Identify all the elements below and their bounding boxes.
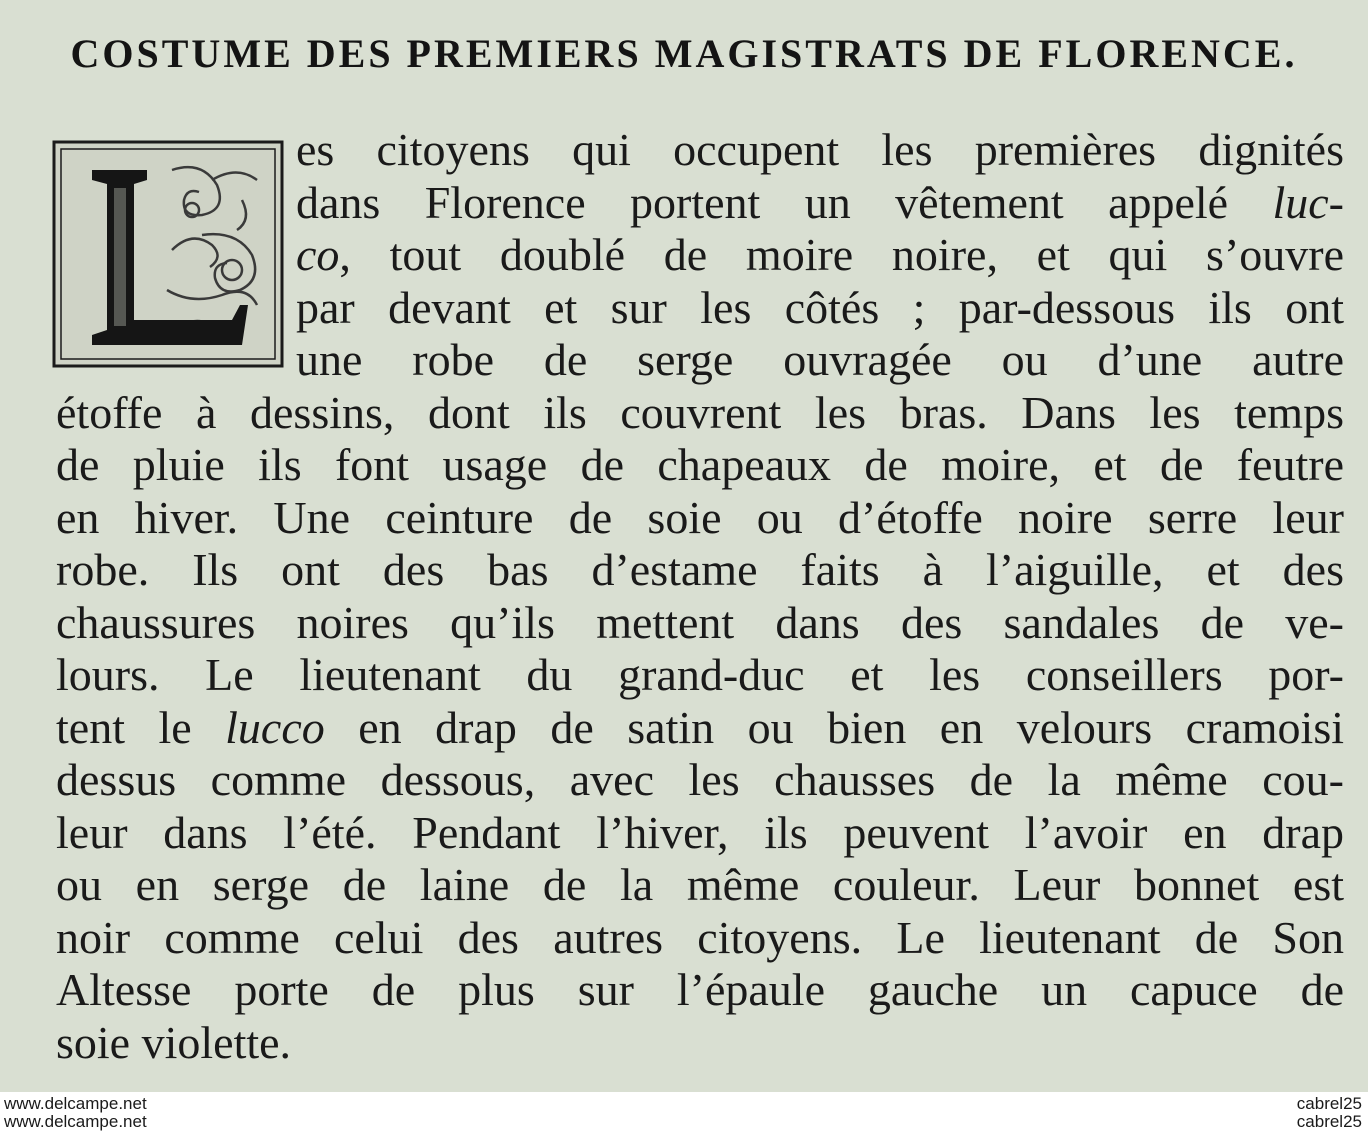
text-line	[56, 650, 1344, 700]
text-segment: de pluie ils font usage de chapeaux de moire, et de feutre	[56, 439, 1344, 490]
text-line	[56, 440, 1344, 490]
text-segment: , tout doublé de moire noire, et qui s’ouvre	[339, 229, 1344, 280]
text-segment: tent le	[56, 701, 226, 753]
text-line	[56, 808, 1344, 858]
watermark-right-line1: cabrel25	[1296, 1094, 1362, 1113]
text-line	[296, 178, 1344, 228]
text-line	[56, 545, 1344, 595]
text-segment: noir comme celui des autres citoyens. Le lieutenant de Son	[56, 911, 1344, 963]
text-segment: Altesse porte de plus sur l’épaule gauche un capuce de	[56, 964, 1344, 1015]
text-segment: dans Florence portent un vêtement appelé	[296, 176, 1273, 228]
text-segment: ou en serge de laine de la même couleur. Leur bonnet est	[56, 859, 1344, 910]
ornamental-initial-L-icon	[52, 140, 284, 368]
text-segment: robe. Ils ont des bas d’estame faits à l’aiguille, et des	[56, 544, 1344, 595]
text-line	[56, 1018, 1344, 1068]
text-segment: soie violette.	[56, 1016, 292, 1068]
text-line	[56, 755, 1344, 805]
text-segment: une robe de serge ouvragée ou d’une autre	[296, 334, 1344, 385]
text-line	[296, 283, 1344, 333]
text-segment: par devant et sur les côtés ; par-dessous ils ont	[296, 281, 1344, 333]
text-line	[56, 598, 1344, 648]
watermark-right-line2: cabrel25	[1296, 1112, 1362, 1131]
watermark-left-line2: www.delcampe.net	[4, 1112, 147, 1131]
text-segment: leur dans l’été. Pendant l’hiver, ils peuvent l’avoir en drap	[56, 806, 1344, 858]
text-segment: lours. Le lieutenant du grand-duc et les conseillers por-	[56, 649, 1344, 700]
italic-word: lucco	[225, 701, 325, 753]
text-segment: en drap de satin ou bien en velours cramoisi	[324, 701, 1345, 753]
page-title: COSTUME DES PREMIERS MAGISTRATS DE FLORENCE.	[70, 31, 1298, 76]
text-line	[296, 125, 1344, 175]
text-segment: es citoyens qui occupent les premières dignités	[296, 124, 1344, 175]
text-segment: étoffe à dessins, dont ils couvrent les bras. Dans les temps	[56, 386, 1344, 438]
text-line	[56, 913, 1344, 963]
watermark-left-line1: www.delcampe.net	[4, 1094, 147, 1113]
text-segment: dessus comme dessous, avec les chausses de la même cou-	[56, 754, 1344, 805]
text-line	[56, 388, 1344, 438]
italic-word: luc-	[1272, 176, 1344, 228]
text-line	[296, 335, 1344, 385]
text-line	[56, 703, 1344, 753]
text-line	[296, 230, 1344, 280]
text-line	[56, 860, 1344, 910]
text-line	[56, 965, 1344, 1015]
watermark-footer	[0, 1092, 1368, 1132]
text-segment: chaussures noires qu’ils mettent dans des sandales de ve-	[56, 596, 1344, 648]
italic-word: co	[296, 229, 340, 280]
text-segment: en hiver. Une ceinture de soie ou d’étoffe noire serre leur	[56, 491, 1344, 543]
dropcap-initial	[52, 140, 284, 368]
text-line	[56, 493, 1344, 543]
